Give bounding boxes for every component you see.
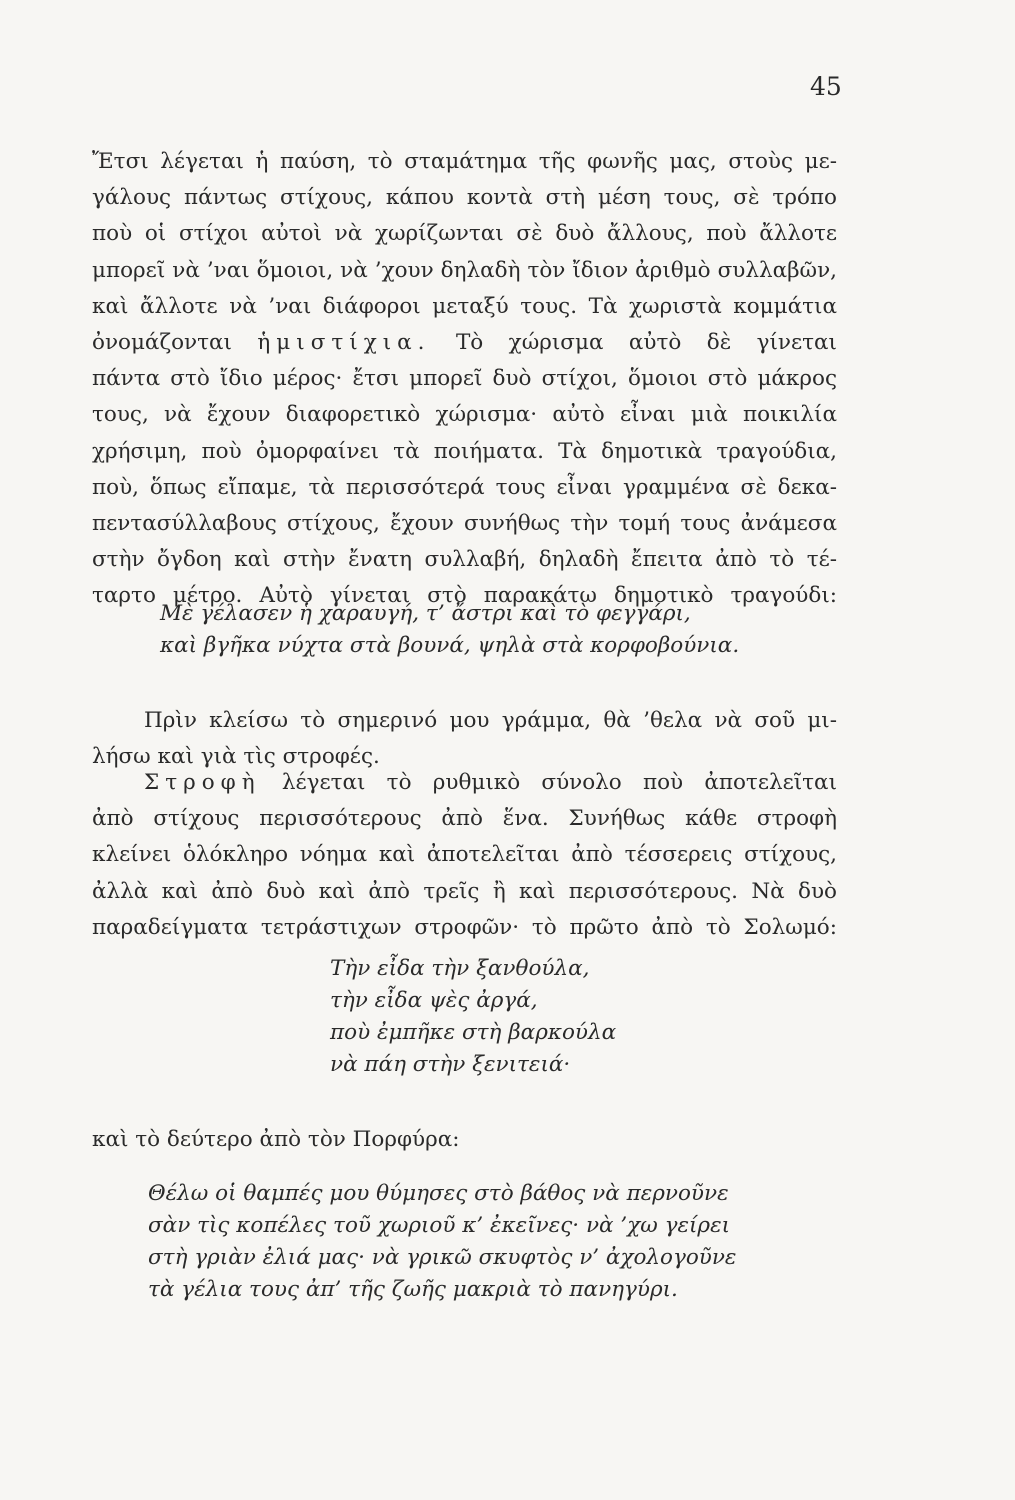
text-fragment: ὀνομάζονται [92, 330, 232, 356]
page-number: 45 [810, 72, 842, 101]
verse-line: τὴν εἶδα ψὲς ἀργά, [330, 988, 538, 1013]
spaced-term-hemistichia: ἡμιστίχια. [257, 330, 431, 356]
text-line: Ἔτσι λέγεται ἡ παύση, τὸ σταμάτημα τῆς φωνῆς μας, στοὺς με- [92, 149, 837, 174]
text-line: πάντα στὸ ἴδιο μέρος· ἔτσι μπορεῖ δυὸ στίχοι, ὅμοιοι στὸ μάκρος [92, 366, 837, 392]
text-line: καὶ τὸ δεύτερο ἀπὸ τὸν Πορφύρα: [92, 1127, 460, 1152]
text-line: χρήσιμη, ποὺ ὀμορφαίνει τὰ ποιήματα. Τὰ δημοτικὰ τραγούδια, [92, 438, 837, 464]
spaced-term-strophe: Στροφὴ [144, 770, 261, 795]
verse-folk-song [160, 598, 739, 662]
verse-line: Τὴν εἶδα τὴν ξανθούλα, [330, 956, 590, 981]
text-fragment: λέγεται τὸ ρυθμικὸ σύνολο ποὺ ἀποτελεῖται [281, 770, 837, 795]
text-line: ἀπὸ στίχους περισσότερους ἀπὸ ἕνα. Συνήθως κάθε στροφὴ [92, 806, 837, 832]
text-line: γάλους πάντως στίχους, κάπου κοντὰ στὴ μέση τους, σὲ τρόπο [92, 185, 837, 211]
text-line: παραδείγματα τετράστιχων στροφῶν· τὸ πρῶτο ἀπὸ τὸ Σολωμό: [92, 914, 837, 940]
text-line: Πρὶν κλείσω τὸ σημερινό μου γράμμα, θὰ ’θελα νὰ σοῦ μι- [144, 708, 837, 733]
verse-line: Μὲ γέλασεν ἡ χαραυγή, τ’ ἄστρι καὶ τὸ φεγγάρι, [160, 601, 691, 626]
text-line: κλείνει ὁλόκληρο νόημα καὶ ἀποτελεῖται ἀπὸ τέσσερεις στίχους, [92, 842, 837, 868]
paragraph-caesura [92, 144, 837, 615]
verse-porfyras [148, 1178, 736, 1306]
verse-solomos [330, 953, 616, 1081]
text-line: ταρτο μέτρο. Αὐτὸ γίνεται στὸ παρακάτω δημοτικὸ τραγούδι: [92, 583, 837, 609]
text-line: ποὺ, ὅπως εἴπαμε, τὰ περισσότερά τους εἶναι γραμμένα σὲ δεκα- [92, 474, 837, 500]
text-line: ἀλλὰ καὶ ἀπὸ δυὸ καὶ ἀπὸ τρεῖς ἢ καὶ περισσότερους. Νὰ δυὸ [92, 878, 837, 904]
verse-line: σὰν τὶς κοπέλες τοῦ χωριοῦ κ’ ἐκεῖνες· νὰ ’χω γείρει [148, 1213, 731, 1238]
verse-line: νὰ πάη στὴν ξενιτειά· [330, 1052, 571, 1077]
text-line: πεντασύλλαβους στίχους, ἔχουν συνήθως τὴν τομή τους ἀνάμεσα [92, 511, 837, 537]
text-line: ποὺ οἱ στίχοι αὐτοὶ νὰ χωρίζωνται σὲ δυὸ ἄλλους, ποὺ ἄλλοτε [92, 221, 837, 247]
verse-line: καὶ βγῆκα νύχτα στὰ βουνά, ψηλὰ στὰ κορφοβούνια. [160, 633, 740, 658]
verse-line: στὴ γριὰν ἐλιά μας· νὰ γρικῶ σκυφτὸς ν’ ἀχολογοῦνε [148, 1245, 737, 1270]
paragraph-porfyras-intro [92, 1122, 837, 1158]
text-line [92, 765, 837, 801]
text-line: καὶ ἄλλοτε νὰ ’ναι διάφοροι μεταξύ τους. Τὰ χωριστὰ κομμάτια [92, 293, 837, 319]
text-line: μπορεῖ νὰ ’ναι ὅμοιοι, νὰ ’χουν δηλαδὴ τὸν ἴδιον ἀριθμὸ συλλαβῶν, [92, 257, 837, 283]
verse-line: ποὺ ἐμπῆκε στὴ βαρκούλα [330, 1020, 617, 1045]
text-line [92, 325, 837, 361]
text-line: στὴν ὄγδοη καὶ στὴν ἔνατη συλλαβή, δηλαδὴ ἔπειτα ἀπὸ τὸ τέ- [92, 547, 837, 573]
text-line: τους, νὰ ἔχουν διαφορετικὸ χώρισμα· αὐτὸ εἶναι μιὰ ποικιλία [92, 402, 837, 428]
verse-line: Θέλω οἱ θαμπές μου θύμησες στὸ βάθος νὰ περνοῦνε [148, 1181, 729, 1206]
verse-line: τὰ γέλια τους ἀπ’ τῆς ζωῆς μακριὰ τὸ πανηγύρι. [148, 1277, 678, 1302]
text-fragment: Τὸ χώρισμα αὐτὸ δὲ γίνεται [455, 330, 837, 356]
text-line: λήσω καὶ γιὰ τὶς στροφές. [92, 744, 380, 770]
paragraph-strophe-definition [92, 765, 837, 946]
